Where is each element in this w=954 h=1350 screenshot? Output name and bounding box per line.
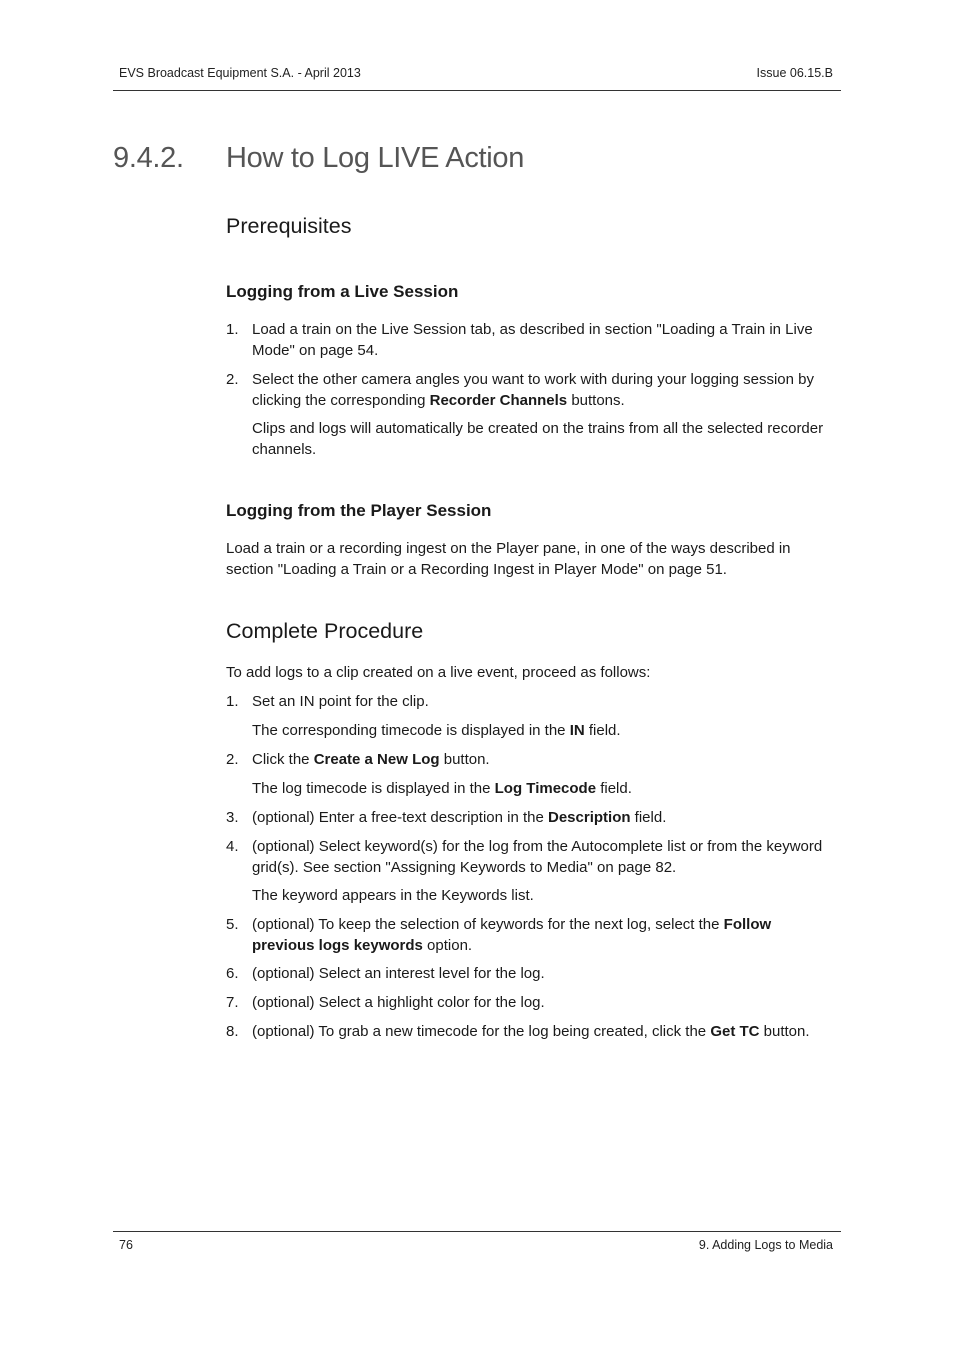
- header-rule: [113, 90, 841, 91]
- step-text: Mode" on page 54.: [252, 341, 379, 359]
- list-item: 8. (optional) To grab a new timecode for the log being created, click the Get TC button.: [226, 1023, 810, 1040]
- header-left: EVS Broadcast Equipment S.A. - April 2013: [119, 66, 361, 80]
- list-item: 1. Set an IN point for the clip.: [226, 693, 429, 710]
- step-text: Select the other camera angles you want to work with during your logging session by: [252, 371, 814, 388]
- step-number: 2.: [226, 371, 239, 388]
- list-item: [226, 370, 814, 412]
- player-session-heading: Logging from the Player Session: [226, 501, 492, 520]
- list-item: 7. (optional) Select a highlight color for the log.: [226, 994, 545, 1011]
- step-note: The log timecode is displayed in the Log Timecode field.: [252, 780, 632, 797]
- step-number: 1.: [226, 321, 239, 338]
- step-text: clicking the corresponding Recorder Channels buttons.: [252, 391, 625, 409]
- list-item: [226, 320, 814, 362]
- list-item: 5. (optional) To keep the selection of keywords for the next log, select the Follow previous logs keywords option.: [226, 916, 772, 954]
- footer-chapter: 9. Adding Logs to Media: [698, 1238, 833, 1252]
- list-item: 2. Click the Create a New Log button.: [226, 751, 490, 768]
- list-item: 3. (optional) Enter a free-text description in the Description field.: [226, 809, 667, 826]
- live-note: Clips and logs will automatically be created on the trains from all the selected recorder channels.: [252, 420, 824, 458]
- live-session-heading: Logging from a Live Session: [226, 282, 459, 301]
- list-item: 6. (optional) Select an interest level for the log.: [226, 965, 545, 982]
- step-note: The keyword appears in the Keywords list.: [252, 887, 534, 904]
- step-text: Load a train on the Live Session tab, as described in section "Loading a Train in Live: [252, 321, 813, 338]
- page-number: 76: [119, 1238, 133, 1252]
- footer-rule: [113, 1231, 841, 1232]
- step-note: The corresponding timecode is displayed in the IN field.: [252, 722, 621, 739]
- section-number: 9.4.2.: [113, 142, 184, 174]
- procedure-heading: Complete Procedure: [226, 619, 424, 643]
- header-right: Issue 06.15.B: [756, 66, 833, 80]
- procedure-intro: To add logs to a clip created on a live event, proceed as follows:: [226, 664, 651, 681]
- section-title: How to Log LIVE Action: [226, 142, 525, 174]
- player-paragraph: Load a train or a recording ingest on the Player pane, in one of the ways described in section "Loading a Train or a Recording Ingest in Player Mode" on page 51.: [226, 540, 791, 578]
- page-title: [113, 142, 841, 182]
- list-item: 4. (optional) Select keyword(s) for the log from the Autocomplete list or from the keyword grid(s). See section "Assigning Keywords to Media" on page 82.: [226, 838, 823, 876]
- prerequisites-heading: Prerequisites: [226, 214, 352, 238]
